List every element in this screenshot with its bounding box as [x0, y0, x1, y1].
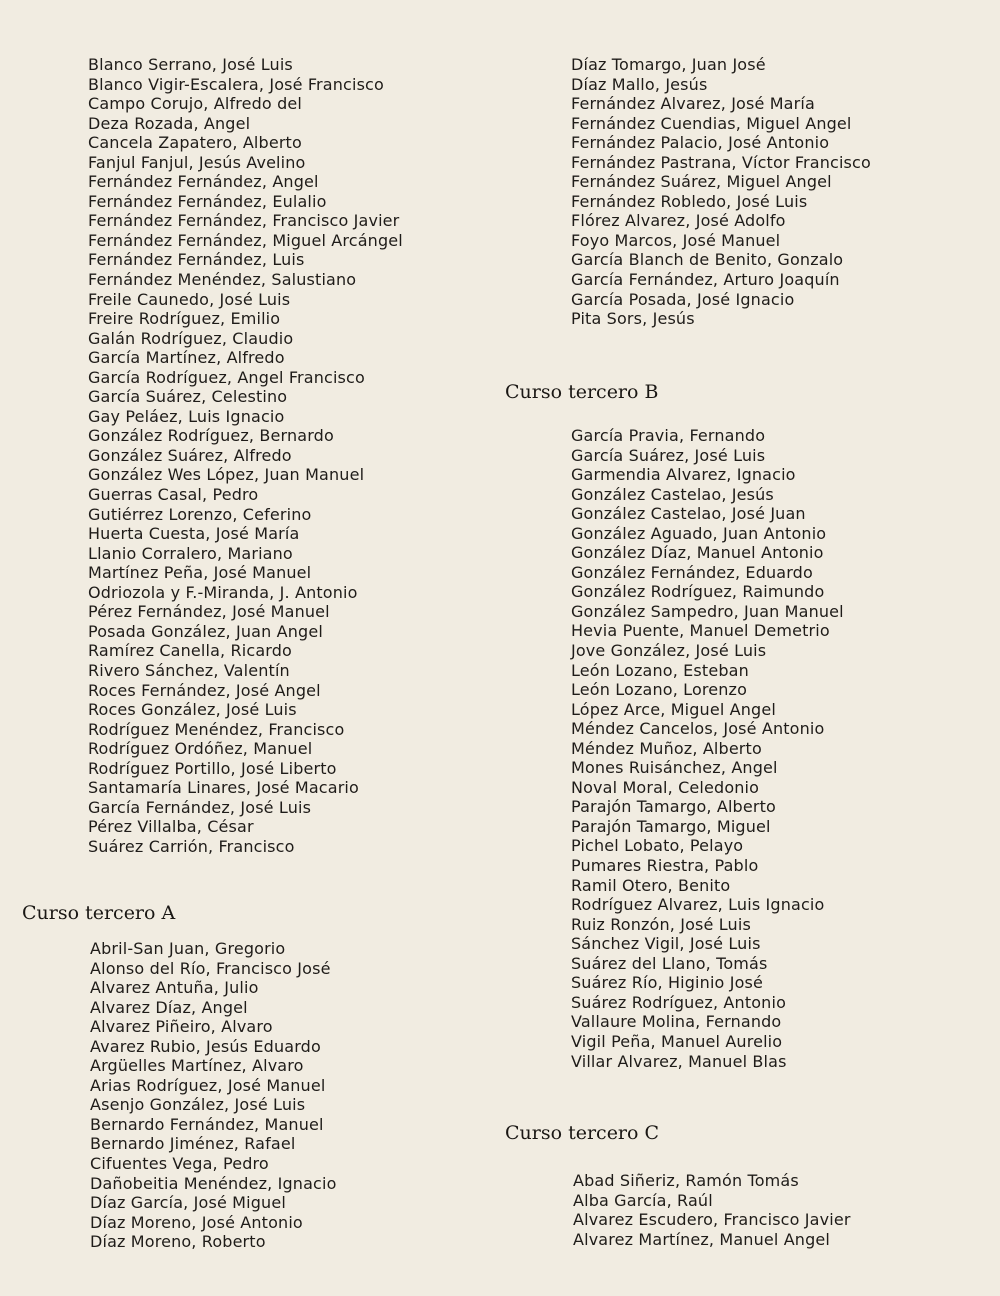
- list-item: Campo Corujo, Alfredo del: [88, 94, 302, 114]
- list-item: Fernández Fernández, Luis: [88, 250, 305, 270]
- list-item: Abril-San Juan, Gregorio: [90, 939, 286, 958]
- name-list-tercero-b: [571, 426, 844, 1071]
- list-item: Freire Rodríguez, Emilio: [88, 309, 281, 329]
- list-item: Fernández Palacio, José Antonio: [571, 133, 830, 153]
- list-item: Rodríguez Alvarez, Luis Ignacio: [571, 895, 825, 915]
- list-item: Suárez del Llano, Tomás: [571, 953, 768, 973]
- list-item: Gutiérrez Lorenzo, Ceferino: [88, 504, 312, 524]
- section-heading-tercero-b: Curso tercero B: [505, 381, 659, 403]
- list-item: Blanco Serrano, José Luis: [88, 55, 293, 74]
- list-item: Parajón Tamargo, Miguel: [571, 816, 771, 836]
- list-item: Cancela Zapatero, Alberto: [88, 133, 302, 153]
- list-item: Freile Caunedo, José Luis: [88, 289, 291, 309]
- list-item: Ramil Otero, Benito: [571, 875, 731, 895]
- list-item: Foyo Marcos, José Manuel: [571, 230, 781, 250]
- list-item: González Sampedro, Juan Manuel: [571, 601, 844, 621]
- name-list-continued-right: [571, 55, 871, 329]
- list-item: González Aguado, Juan Antonio: [571, 523, 827, 543]
- list-item: Díaz Moreno, Roberto: [90, 1232, 266, 1252]
- list-item: González Fernández, Eduardo: [571, 562, 813, 582]
- list-item: Pumares Riestra, Pablo: [571, 856, 759, 876]
- list-item: Odriozola y F.-Miranda, J. Antonio: [88, 582, 358, 602]
- list-item: León Lozano, Esteban: [571, 660, 749, 680]
- list-item: Bernardo Fernández, Manuel: [90, 1114, 324, 1134]
- list-item: Argüelles Martínez, Alvaro: [90, 1056, 304, 1076]
- list-item: Garmendia Alvarez, Ignacio: [571, 465, 796, 485]
- list-item: Fanjul Fanjul, Jesús Avelino: [88, 152, 306, 172]
- section-heading-tercero-a: Curso tercero A: [22, 902, 176, 924]
- list-item: González Díaz, Manuel Antonio: [571, 543, 824, 563]
- list-item: Suárez Rodríguez, Antonio: [571, 992, 787, 1012]
- list-item: Galán Rodríguez, Claudio: [88, 328, 294, 348]
- list-item: Alba García, Raúl: [573, 1190, 713, 1210]
- list-item: González Castelao, Jesús: [571, 484, 774, 504]
- list-item: Gay Peláez, Luis Ignacio: [88, 406, 285, 426]
- list-item: García Blanch de Benito, Gonzalo: [571, 250, 844, 270]
- list-item: López Arce, Miguel Angel: [571, 699, 776, 719]
- list-item: Alvarez Martínez, Manuel Angel: [573, 1229, 830, 1249]
- list-item: González Rodríguez, Raimundo: [571, 582, 825, 602]
- list-item: Villar Alvarez, Manuel Blas: [571, 1051, 787, 1071]
- list-item: Fernández Robledo, José Luis: [571, 191, 808, 211]
- list-item: Pérez Fernández, José Manuel: [88, 602, 330, 622]
- list-item: García Fernández, José Luis: [88, 797, 312, 817]
- list-item: Fernández Fernández, Miguel Arcángel: [88, 230, 403, 250]
- list-item: García Fernández, Arturo Joaquín: [571, 270, 840, 290]
- list-item: Flórez Alvarez, José Adolfo: [571, 211, 786, 231]
- list-item: Vallaure Molina, Fernando: [571, 1012, 782, 1032]
- list-item: Díaz Moreno, José Antonio: [90, 1212, 303, 1232]
- list-item: Blanco Vigir-Escalera, José Francisco: [88, 74, 384, 94]
- list-item: Arias Rodríguez, José Manuel: [90, 1075, 326, 1095]
- list-item: Dañobeitia Menéndez, Ignacio: [90, 1173, 337, 1193]
- list-item: Noval Moral, Celedonio: [571, 777, 760, 797]
- list-item: Hevia Puente, Manuel Demetrio: [571, 621, 830, 641]
- list-item: Fernández Fernández, Angel: [88, 172, 319, 192]
- list-item: Fernández Pastrana, Víctor Francisco: [571, 152, 871, 172]
- list-item: González Castelao, José Juan: [571, 504, 806, 524]
- list-item: Avarez Rubio, Jesús Eduardo: [90, 1036, 321, 1056]
- list-item: García Suárez, Celestino: [88, 387, 288, 407]
- list-item: Fernández Fernández, Francisco Javier: [88, 211, 400, 231]
- list-item: Fernández Menéndez, Salustiano: [88, 270, 357, 290]
- list-item: Rivero Sánchez, Valentín: [88, 660, 290, 680]
- list-item: Méndez Cancelos, José Antonio: [571, 719, 825, 739]
- list-item: Vigil Peña, Manuel Aurelio: [571, 1031, 783, 1051]
- list-item: Posada González, Juan Angel: [88, 621, 323, 641]
- list-item: Fernández Fernández, Eulalio: [88, 191, 327, 211]
- list-item: González Suárez, Alfredo: [88, 445, 292, 465]
- list-item: Rodríguez Menéndez, Francisco: [88, 719, 345, 739]
- list-item: Díaz Tomargo, Juan José: [571, 55, 766, 74]
- list-item: Abad Siñeriz, Ramón Tomás: [573, 1171, 799, 1190]
- list-item: García Rodríguez, Angel Francisco: [88, 367, 365, 387]
- list-item: Huerta Cuesta, José María: [88, 524, 300, 544]
- list-item: Ramírez Canella, Ricardo: [88, 641, 292, 661]
- list-item: Alvarez Antuña, Julio: [90, 978, 259, 998]
- list-item: León Lozano, Lorenzo: [571, 680, 748, 700]
- list-item: Santamaría Linares, José Macario: [88, 778, 359, 798]
- list-item: Martínez Peña, José Manuel: [88, 563, 312, 583]
- list-item: Sánchez Vigil, José Luis: [571, 934, 761, 954]
- list-item: Alvarez Piñeiro, Alvaro: [90, 1017, 273, 1037]
- name-list-tercero-a: [90, 939, 337, 1252]
- list-item: Alvarez Escudero, Francisco Javier: [573, 1210, 851, 1230]
- list-item: Pichel Lobato, Pelayo: [571, 836, 744, 856]
- list-item: González Rodríguez, Bernardo: [88, 426, 334, 446]
- list-item: García Suárez, José Luis: [571, 445, 766, 465]
- list-item: Suárez Río, Higinio José: [571, 973, 764, 993]
- list-item: Ruiz Ronzón, José Luis: [571, 914, 751, 934]
- list-item: García Pravia, Fernando: [571, 426, 766, 445]
- list-item: Asenjo González, José Luis: [90, 1095, 306, 1115]
- list-item: Pita Sors, Jesús: [571, 309, 695, 329]
- name-list-continued: [88, 55, 403, 856]
- list-item: Díaz Mallo, Jesús: [571, 74, 708, 94]
- list-item: Pérez Villalba, César: [88, 817, 254, 837]
- list-item: Suárez Carrión, Francisco: [88, 836, 295, 856]
- list-item: Deza Rozada, Angel: [88, 113, 251, 133]
- list-item: Fernández Suárez, Miguel Angel: [571, 172, 832, 192]
- list-item: Cifuentes Vega, Pedro: [90, 1154, 269, 1174]
- list-item: Guerras Casal, Pedro: [88, 485, 259, 505]
- section-heading-tercero-c: Curso tercero C: [505, 1122, 660, 1144]
- list-item: Mones Ruisánchez, Angel: [571, 758, 778, 778]
- list-item: Jove González, José Luis: [571, 641, 767, 661]
- list-item: Rodríguez Ordóñez, Manuel: [88, 739, 313, 759]
- list-item: Llanio Corralero, Mariano: [88, 543, 293, 563]
- list-item: Díaz García, José Miguel: [90, 1193, 286, 1213]
- list-item: Roces González, José Luis: [88, 700, 297, 720]
- list-item: Rodríguez Portillo, José Liberto: [88, 758, 337, 778]
- list-item: Fernández Cuendias, Miguel Angel: [571, 113, 852, 133]
- list-item: Alvarez Díaz, Angel: [90, 997, 248, 1017]
- list-item: Fernández Alvarez, José María: [571, 94, 815, 114]
- list-item: Roces Fernández, José Angel: [88, 680, 321, 700]
- name-list-tercero-c: [573, 1171, 851, 1249]
- list-item: García Martínez, Alfredo: [88, 348, 285, 368]
- list-item: González Wes López, Juan Manuel: [88, 465, 365, 485]
- list-item: Alonso del Río, Francisco José: [90, 958, 331, 978]
- list-item: Bernardo Jiménez, Rafael: [90, 1134, 296, 1154]
- list-item: García Posada, José Ignacio: [571, 289, 795, 309]
- list-item: Parajón Tamargo, Alberto: [571, 797, 776, 817]
- list-item: Méndez Muñoz, Alberto: [571, 738, 762, 758]
